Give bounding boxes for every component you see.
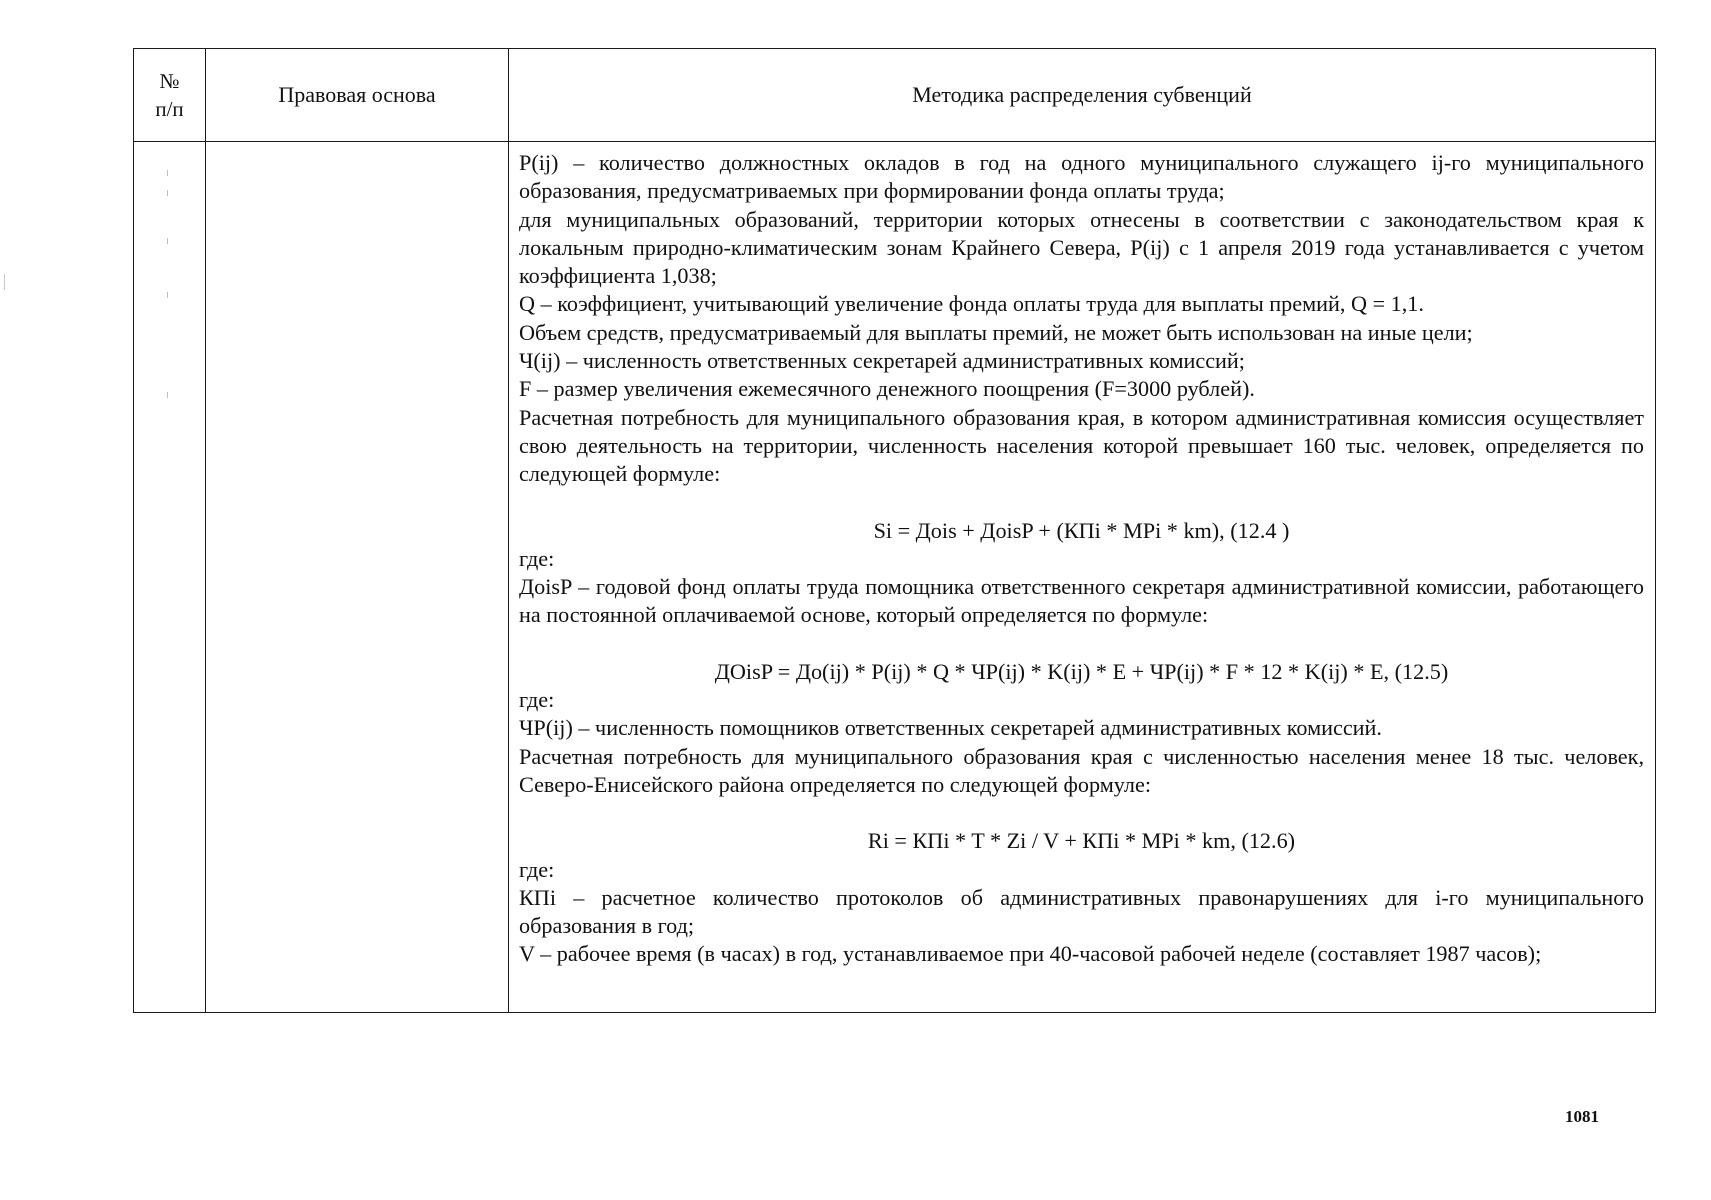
scan-artifact <box>167 190 168 196</box>
paragraph-v: V – рабочее время (в часах) в год, устанавливаемое при 40-часовой рабочей неделе (составляет 1987 часов); <box>519 941 1542 967</box>
header-number-symbol: № <box>159 69 180 93</box>
paragraph-kpi: КПi – расчетное количество протоколов об административных правонарушениях для i-го муниципального образования в год; <box>519 884 1644 939</box>
spacer <box>519 799 1644 827</box>
table-row <box>134 142 1656 1013</box>
header-number-abbrev: п/п <box>155 97 184 121</box>
paragraph-doisp: ДоisP – годовой фонд оплаты труда помощника ответственного секретаря административной комиссии, работающего на постоянной оплачиваемой основе, который определяется по формуле: <box>519 574 1644 628</box>
paragraph-chr-ij: ЧР(ij) – численность помощников ответственных секретарей административных комиссий. <box>519 715 1382 741</box>
scan-artifact <box>167 392 168 398</box>
header-legal-basis: Правовая основа <box>206 49 509 142</box>
paragraph-f: F – размер увеличения ежемесячного денежного поощрения (F=3000 рублей). <box>519 376 1255 402</box>
header-number <box>134 49 206 142</box>
paragraph-need-18k: Расчетная потребность для муниципального образования края с численностью населения менее 18 тыс. человек, Северо-Енисейского района определяется по следующей формуле: <box>519 743 1644 797</box>
methodology-cell <box>509 142 1656 1013</box>
where-label: где: <box>519 687 555 713</box>
header-methodology: Методика распределения субвенций <box>509 49 1656 142</box>
scan-artifact <box>167 238 168 244</box>
page-number: 1081 <box>1565 1107 1599 1126</box>
methodology-text <box>509 142 1655 977</box>
scan-artifact <box>167 292 168 298</box>
paragraph-ch-ij: Ч(ij) – численность ответственных секретарей административных комиссий; <box>519 348 1245 374</box>
formula-12-5: ДОisP = До(ij) * P(ij) * Q * ЧР(ij) * K(ij) * E + ЧР(ij) * F * 12 * K(ij) * E, (12.5) <box>714 658 1449 684</box>
paragraph-q: Q – коэффициент, учитывающий увеличение фонда оплаты труда для выплаты премий, Q = 1,1. <box>519 291 1424 317</box>
table-header-row <box>134 49 1656 142</box>
legal-basis-cell <box>206 142 509 1013</box>
subvention-table <box>133 48 1656 1013</box>
where-label: где: <box>519 856 555 882</box>
paragraph-premium-volume: Объем средств, предусматриваемый для выплаты премий, не может быть использован на иные цели; <box>519 319 1473 345</box>
paragraph-p-ij: P(ij) – количество должностных окладов в год на одного муниципального служащего ij-го муниципального образования, предусматриваемых при формировании фонда оплаты труда; <box>519 150 1644 204</box>
number-cell <box>134 142 206 1013</box>
formula-12-6: Ri = КПi * T * Zi / V + КПi * МPi * km, (12.6) <box>867 828 1296 854</box>
formula-12-4: Si = Доis + ДоisP + (КПi * МPi * km), (12.4 ) <box>873 517 1290 543</box>
spacer <box>519 630 1644 658</box>
where-label: где: <box>519 545 555 571</box>
scan-artifact <box>167 170 168 176</box>
paragraph-need-160k: Расчетная потребность для муниципального образования края, в котором административная комиссия осуществляет свою деятельность на территории, численность населения которой превышает 160 тыс. человек, определяется по следующей формуле: <box>519 404 1644 487</box>
paragraph-far-north: для муниципальных образований, территории которых отнесены в соответствии с законодательством края к локальным природно-климатическим зонам Крайнего Севера, P(ij) с 1 апреля 2019 года устанавливается с учетом коэффициента 1,038; <box>519 206 1644 289</box>
scan-edge-mark <box>4 274 5 290</box>
spacer <box>519 489 1644 517</box>
